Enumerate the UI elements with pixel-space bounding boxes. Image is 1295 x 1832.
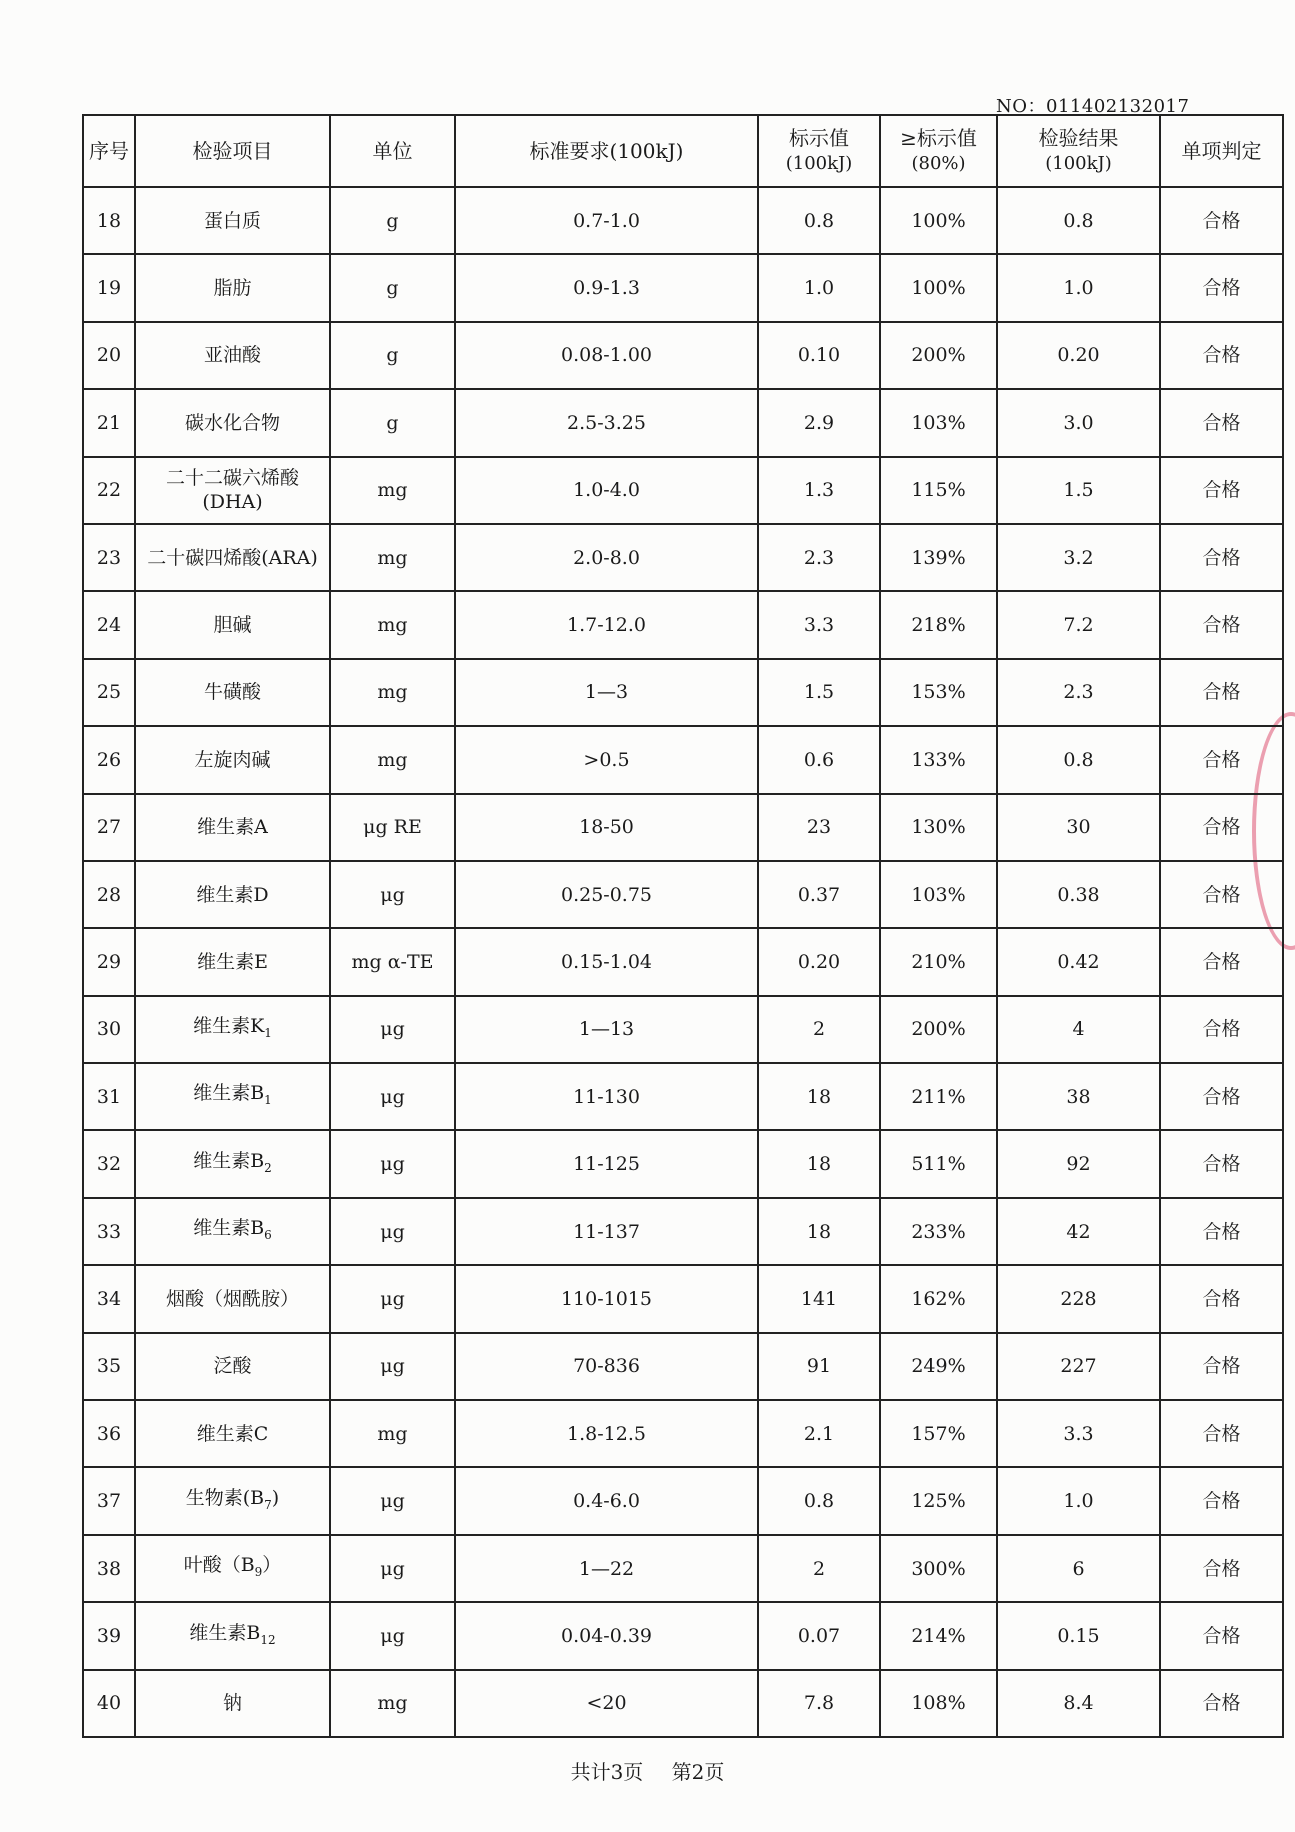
cell-judgment: 合格 [1160, 1265, 1283, 1332]
cell-label-value: 2.1 [758, 1400, 880, 1467]
cell-standard: 0.15-1.04 [455, 928, 758, 995]
cell-judgment: 合格 [1160, 1063, 1283, 1130]
table-row [83, 1130, 1283, 1197]
cell-result: 0.20 [997, 322, 1160, 389]
cell-judgment: 合格 [1160, 389, 1283, 456]
cell-standard: 11-130 [455, 1063, 758, 1130]
cell-judgment: 合格 [1160, 1535, 1283, 1602]
cell-label-value: 18 [758, 1198, 880, 1265]
cell-item: 胆碱 [135, 591, 330, 658]
cell-ratio: 200% [880, 322, 997, 389]
cell-item: 左旋肉碱 [135, 726, 330, 793]
cell-seq: 29 [83, 928, 135, 995]
cell-judgment: 合格 [1160, 861, 1283, 928]
cell-item: 碳水化合物 [135, 389, 330, 456]
cell-unit: g [330, 322, 455, 389]
table-row [83, 861, 1283, 928]
cell-result: 4 [997, 996, 1160, 1063]
header-standard: 标准要求(100kJ) [455, 115, 758, 187]
cell-judgment: 合格 [1160, 1467, 1283, 1534]
cell-result: 3.3 [997, 1400, 1160, 1467]
cell-ratio: 103% [880, 861, 997, 928]
cell-ratio: 139% [880, 524, 997, 591]
cell-unit: mg α-TE [330, 928, 455, 995]
table-row [83, 1265, 1283, 1332]
header-result: 检验结果 (100kJ) [997, 115, 1160, 187]
cell-ratio: 218% [880, 591, 997, 658]
table-row [83, 1535, 1283, 1602]
cell-seq: 25 [83, 659, 135, 726]
inspection-table [82, 114, 1284, 1738]
cell-standard: 0.25-0.75 [455, 861, 758, 928]
page-footer [0, 1756, 1295, 1785]
cell-unit: mg [330, 591, 455, 658]
cell-unit: mg [330, 524, 455, 591]
cell-item: 亚油酸 [135, 322, 330, 389]
cell-item: 维生素$B_{12}$ [135, 1602, 330, 1669]
report-number: NO：011402132017 [996, 96, 1190, 117]
cell-item: 二十二碳六烯酸 (DHA) [135, 457, 330, 524]
header-judgment: 单项判定 [1160, 115, 1283, 187]
cell-result: 228 [997, 1265, 1160, 1332]
cell-standard: 1.8-12.5 [455, 1400, 758, 1467]
cell-result: 1.0 [997, 254, 1160, 321]
table-row [83, 389, 1283, 456]
cell-label-value: 141 [758, 1265, 880, 1332]
cell-standard: 11-125 [455, 1130, 758, 1197]
cell-unit: mg [330, 726, 455, 793]
cell-ratio: 214% [880, 1602, 997, 1669]
cell-result: 8.4 [997, 1670, 1160, 1737]
cell-result: 6 [997, 1535, 1160, 1602]
cell-seq: 34 [83, 1265, 135, 1332]
cell-standard: 110-1015 [455, 1265, 758, 1332]
cell-result: 3.0 [997, 389, 1160, 456]
cell-unit: g [330, 187, 455, 254]
cell-item: 维生素$K_1$ [135, 996, 330, 1063]
table-row [83, 1467, 1283, 1534]
cell-unit: μg [330, 1535, 455, 1602]
cell-ratio: 125% [880, 1467, 997, 1534]
cell-standard: 1—3 [455, 659, 758, 726]
cell-judgment: 合格 [1160, 1602, 1283, 1669]
table-row [83, 524, 1283, 591]
cell-label-value: 18 [758, 1063, 880, 1130]
cell-item: 脂肪 [135, 254, 330, 321]
header-unit: 单位 [330, 115, 455, 187]
cell-seq: 26 [83, 726, 135, 793]
cell-result: 2.3 [997, 659, 1160, 726]
cell-result: 0.8 [997, 726, 1160, 793]
table-row [83, 1602, 1283, 1669]
cell-unit: μg [330, 1333, 455, 1400]
cell-standard: 1—13 [455, 996, 758, 1063]
header-label-value: 标示值 (100kJ) [758, 115, 880, 187]
cell-unit: μg [330, 1130, 455, 1197]
cell-standard: 70-836 [455, 1333, 758, 1400]
table-row [83, 591, 1283, 658]
cell-seq: 22 [83, 457, 135, 524]
cell-ratio: 115% [880, 457, 997, 524]
cell-judgment: 合格 [1160, 996, 1283, 1063]
cell-judgment: 合格 [1160, 187, 1283, 254]
table-row [83, 1198, 1283, 1265]
cell-result: 7.2 [997, 591, 1160, 658]
cell-label-value: 2 [758, 996, 880, 1063]
cell-item: 维生素$B_6$ [135, 1198, 330, 1265]
table-row [83, 457, 1283, 524]
cell-label-value: 1.3 [758, 457, 880, 524]
cell-item: 泛酸 [135, 1333, 330, 1400]
cell-item: 维生素C [135, 1400, 330, 1467]
cell-seq: 19 [83, 254, 135, 321]
cell-standard: 0.4-6.0 [455, 1467, 758, 1534]
cell-ratio: 133% [880, 726, 997, 793]
cell-judgment: 合格 [1160, 254, 1283, 321]
cell-ratio: 157% [880, 1400, 997, 1467]
table-row [83, 187, 1283, 254]
cell-judgment: 合格 [1160, 1198, 1283, 1265]
cell-item: 维生素$B_1$ [135, 1063, 330, 1130]
cell-result: 42 [997, 1198, 1160, 1265]
cell-label-value: 0.20 [758, 928, 880, 995]
cell-standard: 0.7-1.0 [455, 187, 758, 254]
cell-result: 227 [997, 1333, 1160, 1400]
cell-seq: 38 [83, 1535, 135, 1602]
cell-ratio: 162% [880, 1265, 997, 1332]
header-ge-label: ≥标示值 (80%) [880, 115, 997, 187]
cell-ratio: 210% [880, 928, 997, 995]
cell-label-value: 0.8 [758, 187, 880, 254]
header-item: 检验项目 [135, 115, 330, 187]
cell-item: 维生素D [135, 861, 330, 928]
cell-label-value: 91 [758, 1333, 880, 1400]
cell-ratio: 300% [880, 1535, 997, 1602]
cell-unit: mg [330, 457, 455, 524]
cell-label-value: 0.07 [758, 1602, 880, 1669]
cell-item: 烟酸（烟酰胺） [135, 1265, 330, 1332]
cell-judgment: 合格 [1160, 659, 1283, 726]
cell-seq: 27 [83, 794, 135, 861]
cell-item: 维生素$B_2$ [135, 1130, 330, 1197]
header-seq: 序号 [83, 115, 135, 187]
table-row [83, 1333, 1283, 1400]
cell-judgment: 合格 [1160, 1670, 1283, 1737]
cell-seq: 20 [83, 322, 135, 389]
cell-ratio: 249% [880, 1333, 997, 1400]
cell-item: 牛磺酸 [135, 659, 330, 726]
cell-item: 维生素E [135, 928, 330, 995]
cell-unit: μg [330, 1602, 455, 1669]
cell-unit: μg RE [330, 794, 455, 861]
cell-label-value: 0.37 [758, 861, 880, 928]
page-current: 第2页 [671, 1760, 725, 1784]
cell-seq: 37 [83, 1467, 135, 1534]
cell-standard: 1.0-4.0 [455, 457, 758, 524]
cell-standard: >0.5 [455, 726, 758, 793]
table-row [83, 322, 1283, 389]
table-row [83, 1063, 1283, 1130]
cell-seq: 32 [83, 1130, 135, 1197]
cell-unit: μg [330, 1063, 455, 1130]
cell-unit: mg [330, 1400, 455, 1467]
table-row [83, 794, 1283, 861]
cell-label-value: 2.9 [758, 389, 880, 456]
cell-seq: 21 [83, 389, 135, 456]
cell-standard: 2.0-8.0 [455, 524, 758, 591]
cell-seq: 24 [83, 591, 135, 658]
cell-standard: 0.9-1.3 [455, 254, 758, 321]
cell-unit: g [330, 254, 455, 321]
cell-judgment: 合格 [1160, 928, 1283, 995]
cell-item: 二十碳四烯酸(ARA) [135, 524, 330, 591]
cell-item: 蛋白质 [135, 187, 330, 254]
cell-standard: 2.5-3.25 [455, 389, 758, 456]
cell-result: 30 [997, 794, 1160, 861]
cell-ratio: 130% [880, 794, 997, 861]
cell-unit: μg [330, 861, 455, 928]
cell-result: 0.42 [997, 928, 1160, 995]
cell-label-value: 3.3 [758, 591, 880, 658]
cell-unit: μg [330, 1198, 455, 1265]
table-row [83, 726, 1283, 793]
cell-label-value: 0.6 [758, 726, 880, 793]
cell-ratio: 100% [880, 187, 997, 254]
table-row [83, 996, 1283, 1063]
cell-judgment: 合格 [1160, 457, 1283, 524]
cell-item: 叶酸$(B_9)$ [135, 1535, 330, 1602]
cell-standard: 1—22 [455, 1535, 758, 1602]
cell-unit: mg [330, 659, 455, 726]
cell-result: 0.15 [997, 1602, 1160, 1669]
cell-seq: 23 [83, 524, 135, 591]
cell-standard: 1.7-12.0 [455, 591, 758, 658]
cell-seq: 28 [83, 861, 135, 928]
cell-ratio: 108% [880, 1670, 997, 1737]
cell-label-value: 0.10 [758, 322, 880, 389]
cell-unit: μg [330, 1467, 455, 1534]
table-row [83, 1670, 1283, 1737]
cell-label-value: 1.0 [758, 254, 880, 321]
cell-result: 1.0 [997, 1467, 1160, 1534]
cell-item: 生物素$(B_7)$ [135, 1467, 330, 1534]
cell-item: 钠 [135, 1670, 330, 1737]
cell-ratio: 511% [880, 1130, 997, 1197]
cell-result: 1.5 [997, 457, 1160, 524]
cell-seq: 31 [83, 1063, 135, 1130]
cell-unit: μg [330, 996, 455, 1063]
cell-ratio: 200% [880, 996, 997, 1063]
cell-standard: <20 [455, 1670, 758, 1737]
cell-result: 0.8 [997, 187, 1160, 254]
cell-seq: 40 [83, 1670, 135, 1737]
table-header-row [83, 115, 1283, 187]
cell-standard: 11-137 [455, 1198, 758, 1265]
cell-label-value: 0.8 [758, 1467, 880, 1534]
cell-unit: μg [330, 1265, 455, 1332]
cell-unit: mg [330, 1670, 455, 1737]
cell-judgment: 合格 [1160, 726, 1283, 793]
cell-result: 38 [997, 1063, 1160, 1130]
cell-judgment: 合格 [1160, 1400, 1283, 1467]
cell-seq: 35 [83, 1333, 135, 1400]
table-row [83, 928, 1283, 995]
cell-ratio: 233% [880, 1198, 997, 1265]
cell-standard: 18-50 [455, 794, 758, 861]
cell-seq: 18 [83, 187, 135, 254]
cell-ratio: 103% [880, 389, 997, 456]
cell-label-value: 1.5 [758, 659, 880, 726]
cell-seq: 30 [83, 996, 135, 1063]
cell-standard: 0.08-1.00 [455, 322, 758, 389]
cell-judgment: 合格 [1160, 1333, 1283, 1400]
page-total: 共计3页 [570, 1760, 644, 1784]
cell-item: 维生素A [135, 794, 330, 861]
cell-unit: g [330, 389, 455, 456]
cell-ratio: 100% [880, 254, 997, 321]
cell-result: 3.2 [997, 524, 1160, 591]
cell-seq: 33 [83, 1198, 135, 1265]
table-row [83, 1400, 1283, 1467]
cell-result: 0.38 [997, 861, 1160, 928]
cell-seq: 39 [83, 1602, 135, 1669]
cell-judgment: 合格 [1160, 322, 1283, 389]
cell-ratio: 153% [880, 659, 997, 726]
cell-label-value: 2.3 [758, 524, 880, 591]
cell-label-value: 2 [758, 1535, 880, 1602]
cell-ratio: 211% [880, 1063, 997, 1130]
cell-judgment: 合格 [1160, 794, 1283, 861]
table-row [83, 254, 1283, 321]
cell-judgment: 合格 [1160, 524, 1283, 591]
cell-judgment: 合格 [1160, 591, 1283, 658]
cell-seq: 36 [83, 1400, 135, 1467]
cell-result: 92 [997, 1130, 1160, 1197]
table-row [83, 659, 1283, 726]
cell-label-value: 23 [758, 794, 880, 861]
cell-label-value: 18 [758, 1130, 880, 1197]
cell-judgment: 合格 [1160, 1130, 1283, 1197]
cell-standard: 0.04-0.39 [455, 1602, 758, 1669]
cell-label-value: 7.8 [758, 1670, 880, 1737]
